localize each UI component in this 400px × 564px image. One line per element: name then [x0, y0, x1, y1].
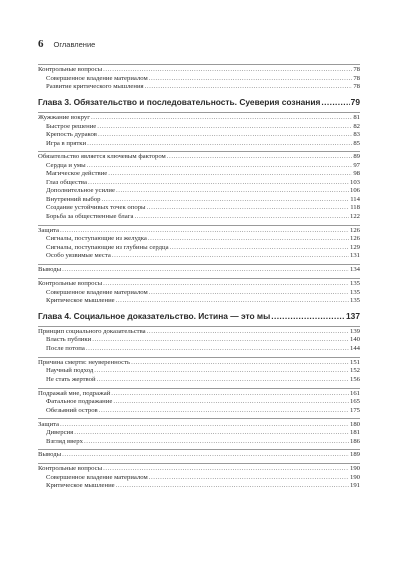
toc-group [38, 418, 360, 446]
entry-page: 161 [349, 389, 360, 397]
toc-subentry [38, 131, 360, 140]
chapter-page: 137 [346, 310, 360, 321]
toc-subentry [38, 297, 360, 306]
toc-entry [38, 280, 360, 289]
toc-subentry [38, 204, 360, 213]
entry-title: Не стать жертвой [46, 375, 96, 383]
entry-title: Защита [38, 226, 60, 234]
dot-leader [62, 451, 349, 460]
entry-title: Контрольные вопросы [38, 66, 103, 74]
dot-leader [116, 187, 349, 196]
entry-page: 139 [349, 327, 360, 335]
toc-subentry [38, 429, 360, 438]
chapter-title: Глава 4. Социальное доказательство. Истина — это мы [38, 310, 271, 321]
dot-leader [116, 297, 349, 306]
dot-leader [84, 438, 349, 447]
running-head [38, 38, 360, 56]
chapter-3-entries [38, 112, 360, 306]
toc-entry [38, 390, 360, 399]
entry-title: Обязательство является ключевым фактором [38, 153, 166, 161]
toc-subentry [38, 438, 360, 447]
toc-group [38, 151, 360, 221]
dot-leader [60, 227, 349, 236]
entry-title: Выводы [38, 266, 62, 274]
dot-leader [271, 309, 345, 323]
entry-page: 144 [349, 344, 360, 352]
toc-group [38, 449, 360, 460]
entry-title: Контрольные вопросы [38, 465, 103, 473]
entry-title: Развитие критического мышления [46, 83, 144, 91]
dot-leader [113, 398, 349, 407]
toc-group [38, 326, 360, 354]
entry-title: Власть публики [46, 336, 92, 344]
entry-page: 85 [353, 139, 360, 147]
entry-title: Сигналы, поступающие из желудка [46, 235, 147, 243]
toc-entry [38, 114, 360, 123]
dot-leader [92, 336, 349, 345]
entry-title: Глаз общества [46, 178, 87, 186]
toc-page [38, 38, 360, 494]
chapter-4-heading [38, 309, 360, 323]
dot-leader [145, 83, 353, 92]
toc-subentry [38, 289, 360, 298]
dot-leader [101, 196, 349, 205]
toc-entry [38, 328, 360, 337]
entry-title: Подражай мне, подражай [38, 389, 111, 397]
toc-group [38, 112, 360, 148]
entry-page: 135 [349, 280, 360, 288]
toc-subentry [38, 252, 360, 261]
entry-page: 78 [353, 83, 360, 91]
entry-title: Причина смерти: неуверенность [38, 358, 131, 366]
running-head-title: Оглавление [53, 40, 96, 49]
entry-page: 122 [349, 212, 360, 220]
entry-page: 103 [349, 178, 360, 186]
toc-entry [38, 227, 360, 236]
toc-group [38, 264, 360, 275]
toc-subentry [38, 482, 360, 491]
dot-leader [62, 266, 349, 275]
entry-title: Магическое действие [46, 170, 108, 178]
dot-leader [103, 66, 352, 75]
chapter-title: Глава 3. Обязательство и последовательность. Суеверия сознания [38, 96, 321, 107]
entry-title: Контрольные вопросы [38, 280, 103, 288]
dot-leader [60, 421, 349, 430]
toc-subentry [38, 235, 360, 244]
entry-page: 152 [349, 367, 360, 375]
entry-page: 190 [349, 465, 360, 473]
chapter-page: 79 [350, 96, 360, 107]
toc-group [38, 64, 360, 92]
toc-subentry [38, 179, 360, 188]
dot-leader [149, 75, 353, 84]
dot-leader [108, 170, 352, 179]
dot-leader [88, 179, 349, 188]
toc-entry [38, 153, 360, 162]
entry-page: 140 [349, 336, 360, 344]
dot-leader [103, 465, 349, 474]
entry-title: Крепость дураков [46, 131, 97, 139]
dot-leader [147, 204, 350, 213]
dot-leader [147, 328, 349, 337]
dot-leader [170, 244, 349, 253]
toc-subentry [38, 345, 360, 354]
entry-title: Фатальное подражание [46, 398, 113, 406]
entry-title: После потопа [46, 344, 85, 352]
entry-title: Сердца и умы [46, 161, 86, 169]
entry-page: 189 [349, 451, 360, 459]
toc-subentry [38, 140, 360, 149]
dot-leader [99, 407, 349, 416]
dot-leader [148, 235, 349, 244]
toc-entry [38, 465, 360, 474]
dot-leader [103, 280, 349, 289]
entry-title: Принцип социального доказательства [38, 327, 146, 335]
dot-leader [149, 289, 349, 298]
entry-title: Взгляд вверх [46, 437, 83, 445]
entry-page: 78 [353, 74, 360, 82]
toc-subentry [38, 336, 360, 345]
entry-page: 98 [353, 170, 360, 178]
dot-leader [134, 213, 349, 222]
entry-title: Создание устойчивых точек опоры [46, 204, 146, 212]
toc-top-section [38, 64, 360, 92]
entry-title: Игра в прятки [46, 139, 87, 147]
page-number: 6 [38, 38, 44, 50]
toc-subentry [38, 196, 360, 205]
toc-subentry [38, 213, 360, 222]
toc-subentry [38, 123, 360, 132]
entry-page: 118 [350, 204, 360, 212]
toc-subentry [38, 170, 360, 179]
dot-leader [74, 429, 349, 438]
entry-page: 151 [349, 358, 360, 366]
dot-leader [116, 482, 349, 491]
toc-subentry [38, 187, 360, 196]
toc-entry [38, 451, 360, 460]
dot-leader [87, 162, 353, 171]
entry-page: 97 [353, 161, 360, 169]
entry-page: 82 [353, 122, 360, 130]
entry-title: Диверсия [46, 429, 74, 437]
entry-page: 190 [349, 473, 360, 481]
entry-title: Совершенное владение материалом [46, 288, 148, 296]
toc-subentry [38, 75, 360, 84]
toc-group [38, 357, 360, 385]
entry-page: 134 [349, 266, 360, 274]
entry-title: Совершенное владение материалом [46, 74, 148, 82]
toc-entry [38, 359, 360, 368]
entry-title: Сигналы, поступающие из глубины сердца [46, 243, 169, 251]
dot-leader [87, 140, 352, 149]
toc-subentry [38, 244, 360, 253]
entry-page: 135 [349, 297, 360, 305]
entry-title: Борьба за общественные блага [46, 212, 134, 220]
entry-page: 83 [353, 131, 360, 139]
entry-title: Дополнительное усилие [46, 187, 115, 195]
toc-entry [38, 421, 360, 430]
dot-leader [86, 345, 349, 354]
toc-subentry [38, 162, 360, 171]
dot-leader [94, 367, 349, 376]
toc-subentry [38, 83, 360, 92]
dot-leader [112, 252, 349, 261]
entry-title: Совершенное владение материалом [46, 473, 148, 481]
toc-entry [38, 266, 360, 275]
entry-title: Защита [38, 420, 60, 428]
toc-subentry [38, 367, 360, 376]
entry-title: Критическое мышление [46, 297, 115, 305]
entry-title: Жужжание вокруг [38, 114, 90, 122]
entry-page: 135 [349, 288, 360, 296]
entry-title: Обезьяний остров [46, 406, 98, 414]
entry-title: Внутренний выбор [46, 195, 101, 203]
dot-leader [131, 359, 349, 368]
entry-page: 186 [349, 437, 360, 445]
toc-subentry [38, 474, 360, 483]
toc-subentry [38, 398, 360, 407]
entry-title: Особо уязвимые места [46, 252, 111, 260]
entry-page: 165 [349, 398, 360, 406]
entry-title: Научный подход [46, 367, 94, 375]
dot-leader [167, 153, 353, 162]
entry-page: 78 [353, 66, 360, 74]
entry-page: 129 [349, 243, 360, 251]
dot-leader [97, 376, 349, 385]
entry-page: 126 [349, 226, 360, 234]
entry-page: 81 [353, 114, 360, 122]
entry-page: 114 [350, 195, 360, 203]
entry-page: 180 [349, 420, 360, 428]
dot-leader [149, 474, 349, 483]
entry-page: 89 [353, 153, 360, 161]
dot-leader [111, 390, 349, 399]
entry-page: 156 [349, 375, 360, 383]
dot-leader [98, 131, 352, 140]
toc-group [38, 388, 360, 416]
entry-page: 126 [349, 235, 360, 243]
toc-group [38, 225, 360, 261]
dot-leader [97, 123, 352, 132]
entry-page: 175 [349, 406, 360, 414]
entry-page: 191 [349, 482, 360, 490]
entry-title: Выводы [38, 451, 62, 459]
entry-page: 106 [349, 187, 360, 195]
entry-page: 181 [349, 429, 360, 437]
chapter-3-heading [38, 95, 360, 109]
entry-title: Быстрое решение [46, 122, 97, 130]
toc-subentry [38, 376, 360, 385]
entry-page: 131 [349, 252, 360, 260]
toc-group [38, 278, 360, 306]
dot-leader [321, 95, 349, 109]
chapter-4-entries [38, 326, 360, 491]
entry-title: Критическое мышление [46, 482, 115, 490]
toc-entry [38, 66, 360, 75]
toc-group [38, 463, 360, 491]
dot-leader [91, 114, 352, 123]
toc-subentry [38, 407, 360, 416]
